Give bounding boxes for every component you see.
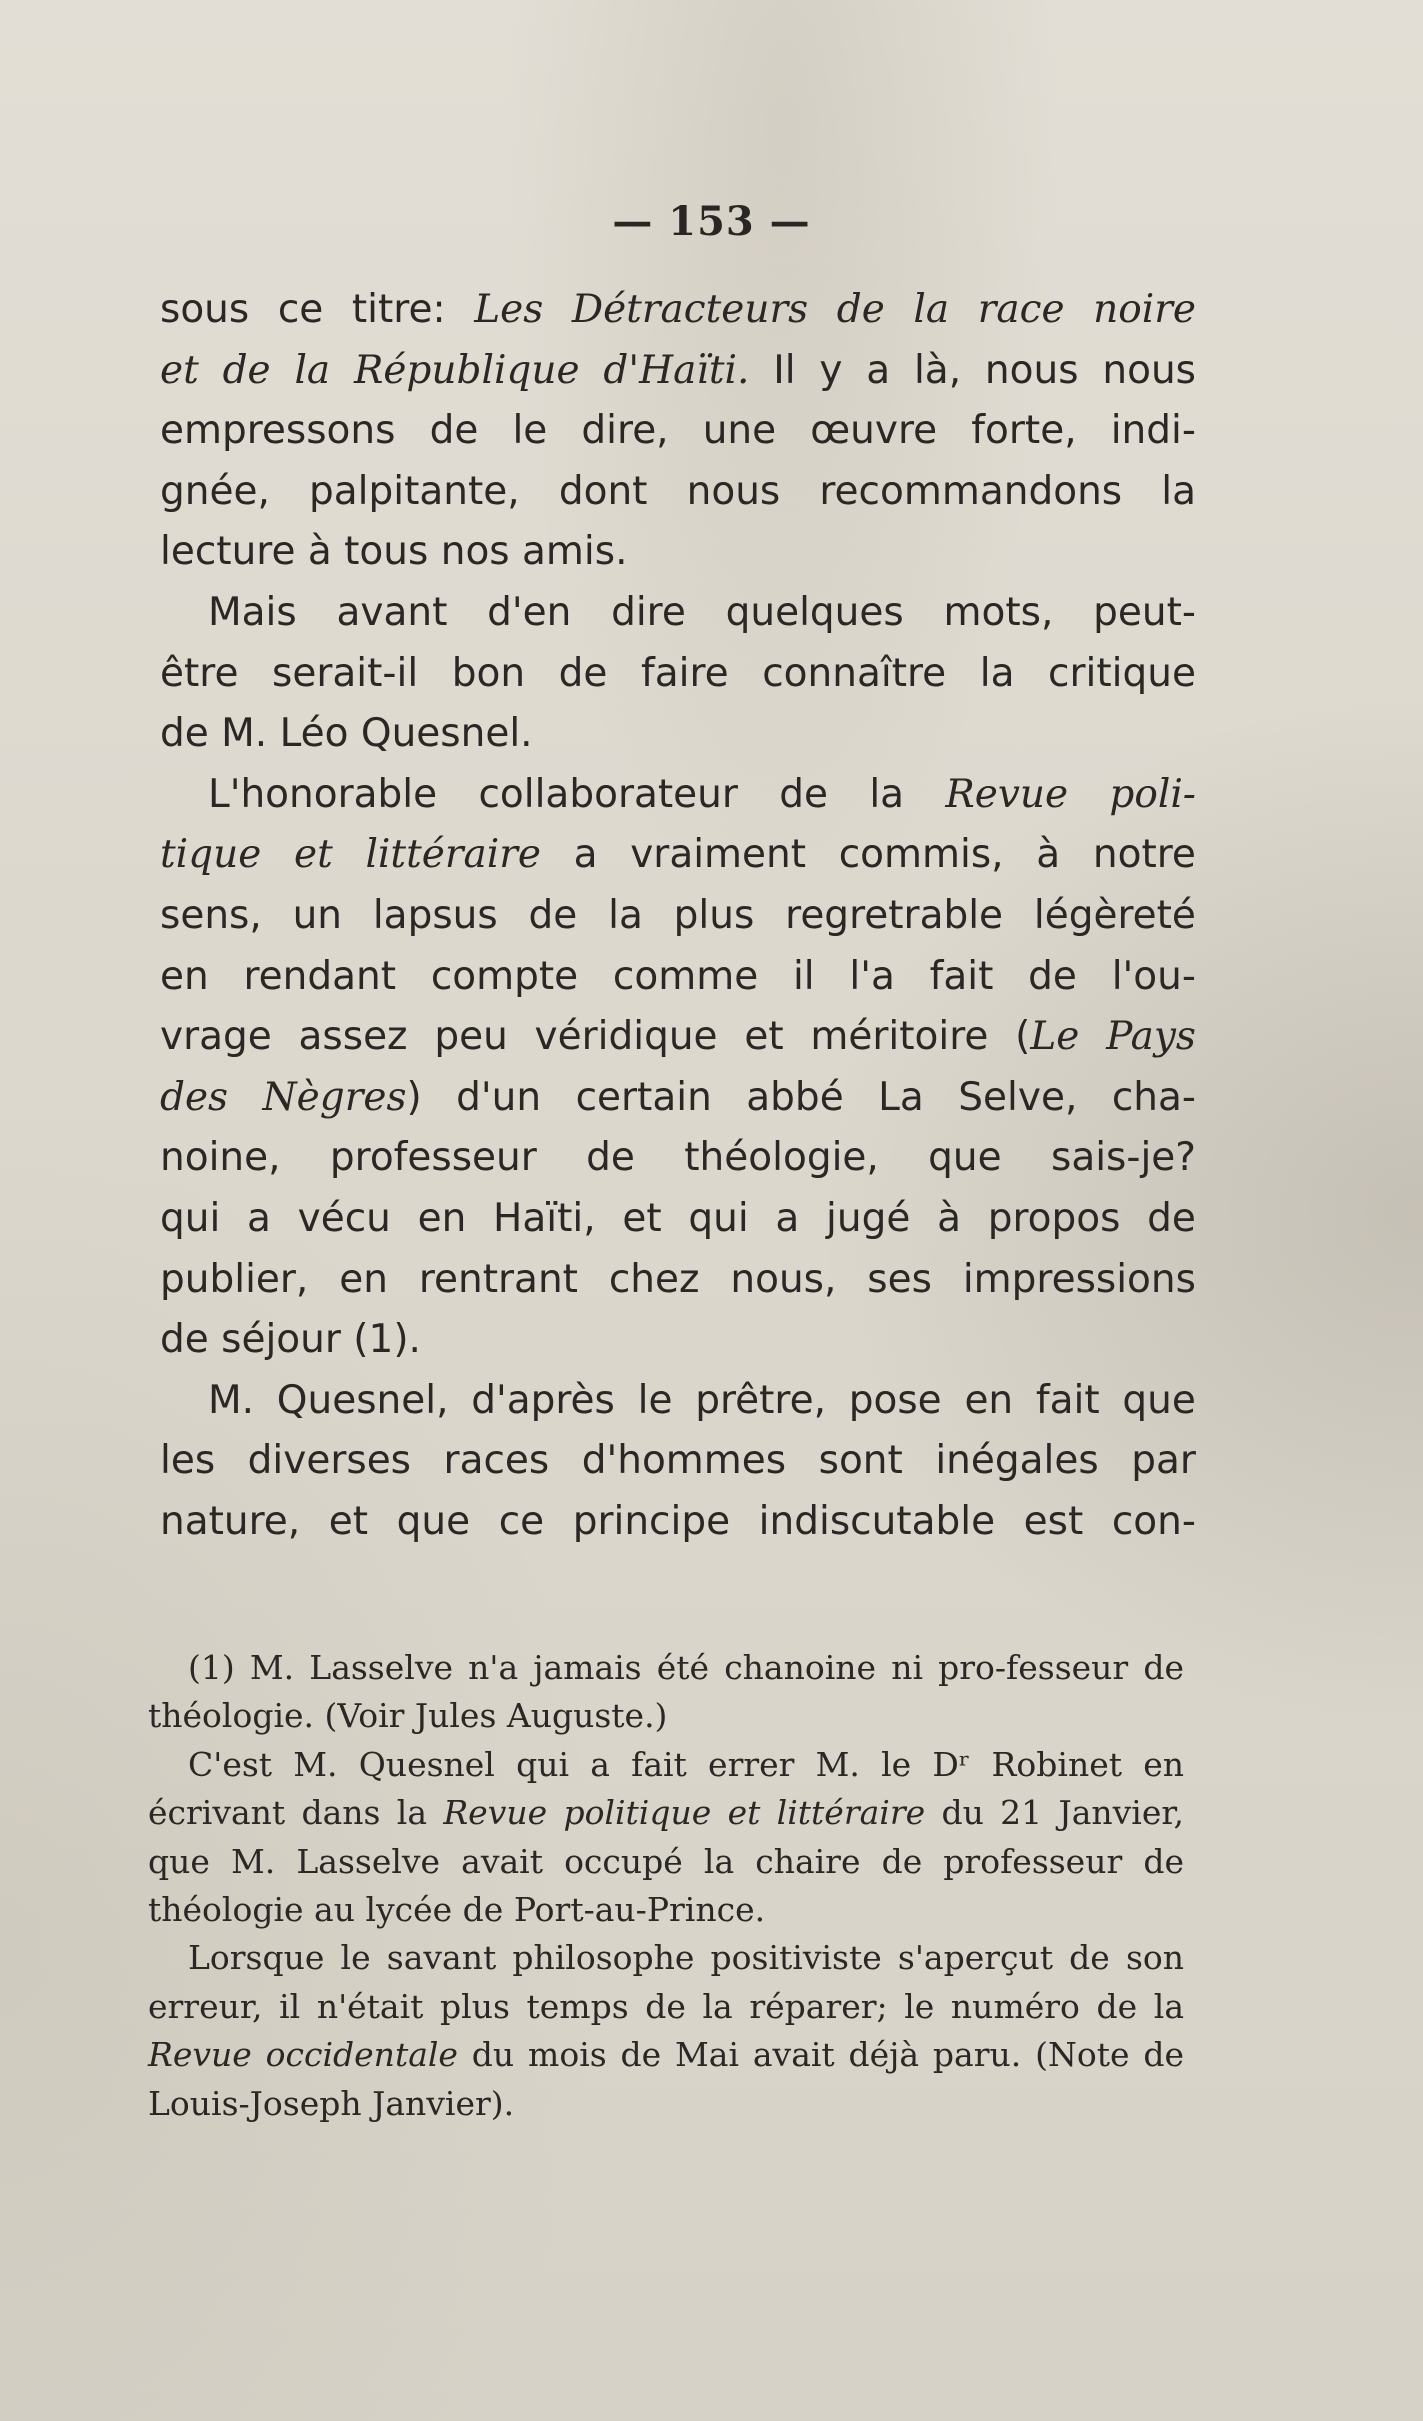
word: que [1122,1377,1196,1423]
word: République [353,347,580,393]
word: l'ou- [1111,953,1196,999]
word: con- [1111,1498,1196,1544]
word: d'hommes [581,1438,787,1484]
word: et [328,1498,369,1544]
word: diverses [247,1438,412,1484]
word: de [779,771,828,817]
word: d'en [487,589,572,635]
page-number: — 153 — [612,198,811,245]
word: Il [773,347,796,393]
word: indi- [1110,408,1196,454]
word: la [608,892,643,938]
word: bon [451,650,526,696]
word: de [1028,953,1077,999]
word: Selve, [958,1074,1078,1120]
word: il [792,953,815,999]
word: publier, [160,1256,309,1302]
word: et [622,1195,662,1241]
word: théologie, [684,1135,879,1181]
word: littéraire [365,832,541,878]
word: et [294,832,333,878]
word: sous [160,287,250,332]
word: a [866,347,891,393]
word: de [558,650,608,696]
word: propos [987,1195,1121,1241]
word: notre [1092,832,1196,878]
word: sont [818,1438,903,1484]
word: certain [575,1074,712,1120]
word: la [913,287,950,332]
word: qui [688,1195,749,1241]
word: M. [208,1377,255,1423]
word: vraiment [630,832,807,878]
word: être [160,650,239,696]
word: titre: [351,287,446,332]
word: gnée, [160,468,270,514]
body-line [160,1371,1196,1432]
word: cha- [1111,1074,1196,1120]
word: dont [558,468,648,514]
footnotes [148,1644,1184,2128]
word: recommandons [819,468,1123,514]
word: méritoire [810,1014,989,1060]
word: nous, [730,1256,837,1302]
text-run: Revue occidentale [148,2035,458,2075]
text-run: C'est M. Quesnel qui a fait errer M. le Dʳ Robinet en écrivant dans la [148,1744,1184,1833]
word: peu [434,1014,508,1060]
word: l'a [849,953,895,999]
word: La [878,1074,924,1120]
word: ses [867,1256,932,1302]
word: de [586,1135,635,1181]
word: collaborateur [478,771,738,817]
word: Les [474,287,544,332]
body-line [160,1189,1196,1250]
word: et [744,1014,784,1060]
word: ce [498,1498,545,1544]
word: sens, [160,892,262,938]
word: L'honorable [208,771,438,817]
word: dire, [581,408,669,454]
word: là, [913,347,962,393]
word: inégales [935,1438,1099,1484]
word: la [1161,468,1196,514]
word: a [775,1195,800,1241]
word: quelques [725,589,904,635]
word: nous [1102,347,1196,393]
word: peut- [1093,589,1196,635]
word: la [869,771,905,817]
word: nous [984,347,1079,393]
word: mots, [943,589,1054,635]
body-line [160,341,1196,402]
word: plus [673,892,755,938]
word: race [977,287,1065,332]
word: poli- [1109,771,1196,817]
body-line [160,1068,1196,1129]
word: en [417,1195,467,1241]
word: forte, [971,408,1077,454]
body-line [160,1492,1196,1553]
body-line [160,401,1196,462]
word: connaître [762,650,947,696]
word: une [702,408,777,454]
body-line [160,462,1196,523]
body-line [160,1128,1196,1189]
word: regretrable [785,892,1004,938]
word: prêtre, [695,1377,826,1423]
word: les [160,1438,216,1484]
word: nous [686,468,781,514]
body-line [160,825,1196,886]
word: fait [929,953,994,999]
word: de [1147,1195,1196,1241]
word: œuvre [810,408,938,454]
word: races [443,1438,550,1484]
word: principe [572,1498,731,1544]
word: noine, [160,1135,281,1181]
word: de [528,892,578,938]
word: professeur [329,1135,537,1181]
body-line [160,1431,1196,1492]
word: de [836,287,885,332]
body-line [160,886,1196,947]
word: comme [612,953,759,999]
word: Quesnel, [276,1377,449,1423]
word: dire [611,589,686,635]
word: Nègres) [262,1074,422,1120]
word: à [937,1195,961,1241]
word: en [339,1256,388,1302]
word: palpitante, [309,468,520,514]
word: abbé [746,1074,844,1120]
word: la [979,650,1015,696]
text-run: (1) M. Lasselve n'a jamais été chanoine ni pro-fesseur de théologie. (Voir Jules Auguste.) [148,1648,1184,1736]
word: le [512,408,548,454]
word: tique [160,832,262,878]
word: d'Haïti. [603,347,750,393]
word: compte [430,953,579,999]
word: serait-il [272,650,419,696]
word: Mais [208,589,297,635]
word: Pays [1106,1014,1196,1060]
body-line [160,947,1196,1008]
text-run: de séjour (1). [160,1317,421,1363]
word: indiscutable [758,1498,996,1544]
text-run: Lorsque le savant philosophe positiviste s'aperçut de son erreur, il n'était plus temps de la réparer; le numéro de la [148,1938,1184,2026]
word: que [928,1135,1002,1181]
word: rentrant [418,1256,578,1302]
body-line [160,522,1196,583]
body-line [160,1310,1196,1371]
word: des [160,1074,229,1120]
word: vécu [297,1195,391,1241]
word: sais-je? [1051,1135,1196,1181]
word: fait [1035,1377,1100,1423]
word: et [160,347,199,393]
word: de [222,347,271,393]
word: commis, [838,832,1004,878]
body-line [160,1007,1196,1068]
body-line [160,644,1196,705]
word: nature, [160,1498,301,1544]
word: un [292,892,343,938]
word: Revue [945,771,1069,817]
word: a [247,1195,271,1241]
word: Haïti, [493,1195,596,1241]
word: qui [160,1195,221,1241]
word: rendant [243,953,397,999]
word: empressons [160,408,396,454]
word: est [1023,1498,1084,1544]
word: à [1036,832,1061,878]
word: légèreté [1033,892,1196,938]
word: avant [336,589,448,635]
word: a [573,832,598,878]
body-line [160,583,1196,644]
word: chez [608,1256,700,1302]
word: en [964,1377,1014,1423]
text-run: de M. Léo Quesnel. [160,711,533,757]
word: par [1131,1438,1196,1484]
word: jugé [826,1195,911,1241]
word: assez [298,1014,408,1060]
word: critique [1048,650,1196,696]
text-run: du 21 Janvier, que M. Lasselve avait occupé la chaire de professeur de théologie au lycée de Port-au-Prince. [148,1793,1184,1930]
word: faire [641,650,729,696]
word: lapsus [372,892,498,938]
word: noire [1093,287,1196,332]
word: Détracteurs [571,287,809,332]
text-run: lecture à tous nos amis. [160,529,628,575]
word: le [637,1377,673,1423]
body-line [160,765,1196,826]
word: y [819,347,843,393]
text-run: Revue politique et littéraire [443,1793,926,1833]
body-text [160,280,1196,1552]
word: (Le [1015,1014,1080,1060]
body-line [160,280,1196,341]
word: d'après [471,1377,615,1423]
footnote-paragraph [148,1741,1184,1935]
word: de [429,408,479,454]
word: en [160,953,209,999]
footnote-paragraph [148,1644,1184,1741]
text-run: du mois de Mai avait déjà paru. (Note de Louis-Joseph Janvier). [148,2035,1184,2123]
word: ce [277,287,324,332]
word: impressions [962,1256,1196,1302]
word: pose [848,1377,942,1423]
word: vrage [160,1014,272,1060]
word: d'un [456,1074,542,1120]
word: véridique [534,1014,718,1060]
word: la [294,347,331,393]
footnote-paragraph [148,1934,1184,2128]
body-line [160,1250,1196,1311]
body-line [160,704,1196,765]
word: que [396,1498,471,1544]
